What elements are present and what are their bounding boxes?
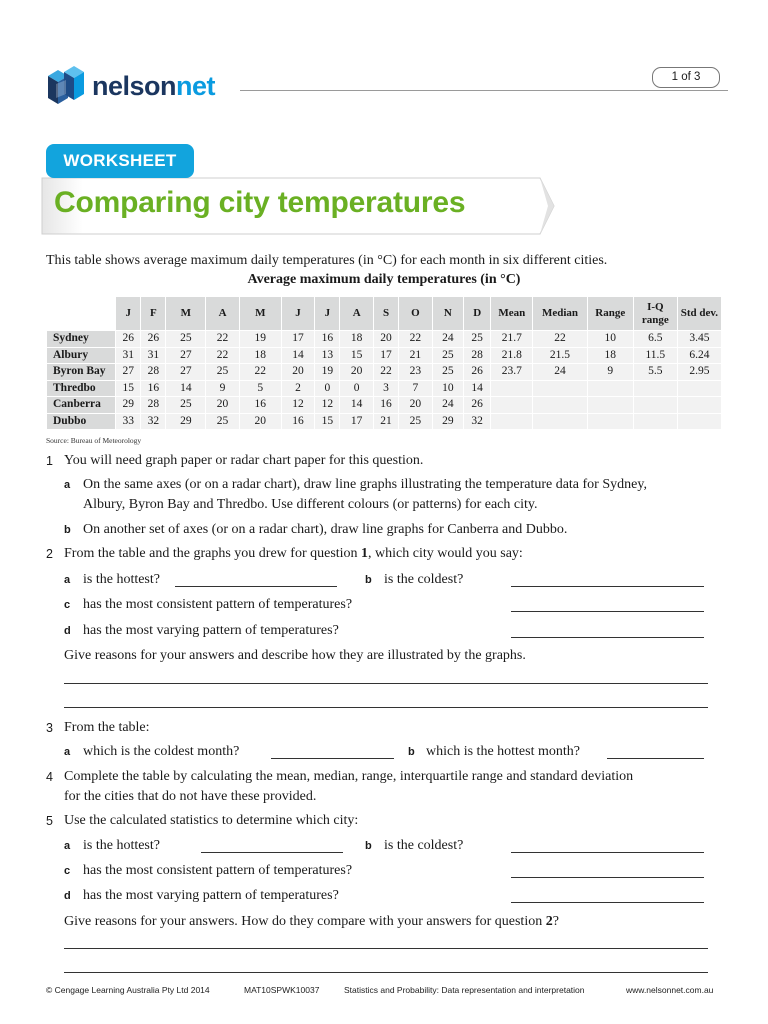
table-value-cell: 26: [464, 397, 491, 414]
table-city-cell: Byron Bay: [47, 364, 116, 381]
table-value-cell[interactable]: [587, 413, 633, 430]
table-header-cell: A: [340, 297, 374, 331]
table-value-cell: 25: [206, 364, 240, 381]
table-value-cell: 29: [432, 413, 463, 430]
table-value-cell: 24: [432, 397, 463, 414]
nelsonnet-logo: [44, 64, 215, 108]
table-header-cell: Mean: [491, 297, 533, 331]
table-value-cell: 0: [340, 380, 374, 397]
question-2d-label: d: [64, 625, 71, 637]
question-5d-text: has the most varying pattern of temperatures?: [83, 888, 339, 903]
question-5-text: Use the calculated statistics to determine which city:: [64, 813, 359, 828]
table-value-cell: 16: [239, 397, 281, 414]
table-value-cell: 20: [399, 397, 433, 414]
table-value-cell[interactable]: [677, 413, 721, 430]
table-header-cell: J: [116, 297, 141, 331]
table-header-cell: Std dev.: [677, 297, 721, 331]
table-value-cell: 19: [315, 364, 340, 381]
table-value-cell: 22: [206, 331, 240, 348]
table-value-cell: 9: [587, 364, 633, 381]
question-5-reasons-before: Give reasons for your answers. How do they compare with your answers for question: [64, 914, 546, 929]
table-value-cell: 31: [116, 347, 141, 364]
question-5-reasons-bold: 2: [545, 914, 553, 929]
table-value-cell: 0: [315, 380, 340, 397]
table-row: [47, 380, 722, 397]
table-value-cell[interactable]: [633, 380, 677, 397]
question-5-reasons-after: ?: [552, 914, 559, 929]
answer-line-2b[interactable]: [511, 586, 704, 587]
table-value-cell: 32: [464, 413, 491, 430]
table-value-cell: 17: [373, 347, 398, 364]
question-5b-label: b: [365, 840, 372, 852]
footer-url[interactable]: www.nelsonnet.com.au: [626, 985, 714, 995]
table-value-cell: 27: [116, 364, 141, 381]
table-value-cell: 29: [166, 413, 206, 430]
table-value-cell[interactable]: [677, 397, 721, 414]
table-value-cell: 18: [340, 331, 374, 348]
question-1b-label: b: [64, 524, 71, 536]
table-value-cell: 16: [373, 397, 398, 414]
answer-line-5-reasons-2[interactable]: [64, 972, 708, 973]
question-2b-label: b: [365, 574, 372, 586]
footer-copyright: © Cengage Learning Australia Pty Ltd 2014: [46, 985, 210, 995]
table-value-cell: 12: [315, 397, 340, 414]
table-header-row: [47, 297, 722, 331]
question-5c-label: c: [64, 865, 71, 877]
table-value-cell: 20: [340, 364, 374, 381]
page-indicator: 1 of 3: [652, 67, 720, 88]
question-5a-text: is the hottest?: [83, 838, 160, 853]
table-value-cell: 18: [239, 347, 281, 364]
table-value-cell: 5.5: [633, 364, 677, 381]
table-header-cell: F: [141, 297, 166, 331]
table-value-cell: 21: [399, 347, 433, 364]
table-row: [47, 364, 722, 381]
question-2c-label: c: [64, 599, 71, 611]
table-caption: Average maximum daily temperatures (in °C): [247, 272, 521, 287]
table-value-cell[interactable]: [633, 397, 677, 414]
table-value-cell: 25: [464, 331, 491, 348]
table-value-cell: 19: [239, 331, 281, 348]
table-row: [47, 397, 722, 414]
table-value-cell: 6.24: [677, 347, 721, 364]
table-value-cell: 17: [340, 413, 374, 430]
table-header-cell: Median: [533, 297, 588, 331]
table-source: Source: Bureau of Meteorology: [46, 436, 142, 445]
table-value-cell: 20: [239, 413, 281, 430]
table-value-cell: 20: [206, 397, 240, 414]
answer-line-2-reasons-2[interactable]: [64, 707, 708, 708]
table-header-cell: J: [281, 297, 315, 331]
table-value-cell: 10: [587, 331, 633, 348]
table-value-cell: 29: [116, 397, 141, 414]
question-5b-text: is the coldest?: [384, 838, 464, 853]
table-value-cell: 22: [373, 364, 398, 381]
question-1a-line2: Albury, Byron Bay and Thredbo. Use different colours (or patterns) for each city.: [83, 497, 538, 512]
table-value-cell: 20: [373, 331, 398, 348]
table-value-cell: 14: [166, 380, 206, 397]
table-value-cell: 22: [399, 331, 433, 348]
logo-text-nelson: nelson: [92, 70, 177, 101]
table-header-cell: O: [399, 297, 433, 331]
table-city-cell: Albury: [47, 347, 116, 364]
question-5-reasons: [64, 913, 559, 931]
question-3-number: 3: [46, 721, 53, 735]
table-value-cell: 28: [464, 347, 491, 364]
table-header-cell: M: [239, 297, 281, 331]
question-1-number: 1: [46, 454, 53, 468]
table-value-cell[interactable]: [677, 380, 721, 397]
answer-line-5a[interactable]: [201, 852, 343, 853]
answer-line-5-reasons-1[interactable]: [64, 948, 708, 949]
table-value-cell: 9: [206, 380, 240, 397]
table-value-cell: 14: [340, 397, 374, 414]
table-value-cell: 16: [141, 380, 166, 397]
table-value-cell: 2: [281, 380, 315, 397]
question-2a-label: a: [64, 574, 71, 586]
table-value-cell: 5: [239, 380, 281, 397]
table-value-cell: 25: [432, 364, 463, 381]
table-row: [47, 347, 722, 364]
table-value-cell[interactable]: [491, 397, 533, 414]
question-3b-label: b: [408, 746, 415, 758]
table-value-cell[interactable]: [533, 380, 588, 397]
table-value-cell: 21.7: [491, 331, 533, 348]
table-value-cell: 14: [281, 347, 315, 364]
question-2c-text: has the most consistent pattern of temperatures?: [83, 597, 353, 612]
question-2-text-before: From the table and the graphs you drew for question: [64, 546, 362, 561]
table-value-cell: 24: [533, 364, 588, 381]
table-value-cell: 25: [166, 397, 206, 414]
question-2-text-after: , which city would you say:: [368, 546, 523, 561]
table-value-cell: 25: [432, 347, 463, 364]
table-value-cell: 6.5: [633, 331, 677, 348]
worksheet-badge: WORKSHEET: [46, 144, 194, 178]
question-2a-text: is the hottest?: [83, 572, 160, 587]
table-value-cell: 22: [239, 364, 281, 381]
table-value-cell: 21: [373, 413, 398, 430]
answer-line-3a[interactable]: [271, 758, 394, 759]
table-value-cell: 2.95: [677, 364, 721, 381]
table-value-cell: 18: [587, 347, 633, 364]
table-value-cell: 16: [315, 331, 340, 348]
temperature-table: [46, 296, 722, 430]
table-value-cell: 25: [399, 413, 433, 430]
question-2d-text: has the most varying pattern of temperatures?: [83, 623, 339, 638]
table-row: [47, 331, 722, 348]
table-value-cell[interactable]: [533, 397, 588, 414]
question-3a-text: which is the coldest month?: [83, 744, 240, 759]
table-corner-cell: [47, 297, 116, 331]
table-row: [47, 413, 722, 430]
logo-text-net: net: [176, 70, 216, 101]
question-2-text-bold: 1: [361, 546, 369, 561]
table-city-cell: Canberra: [47, 397, 116, 414]
table-value-cell: 7: [399, 380, 433, 397]
table-value-cell: 26: [116, 331, 141, 348]
page-title: Comparing city temperatures: [54, 186, 466, 219]
table-value-cell: 15: [340, 347, 374, 364]
table-value-cell: 11.5: [633, 347, 677, 364]
table-header-cell: A: [206, 297, 240, 331]
cube-logo-icon: [44, 64, 90, 108]
table-value-cell: 32: [141, 413, 166, 430]
table-value-cell: 27: [166, 364, 206, 381]
table-value-cell: 26: [464, 364, 491, 381]
table-city-cell: Dubbo: [47, 413, 116, 430]
table-value-cell: 28: [141, 364, 166, 381]
question-5d-label: d: [64, 890, 71, 902]
table-value-cell: 15: [315, 413, 340, 430]
table-header-cell: I-Q range: [633, 297, 677, 331]
table-value-cell: 14: [464, 380, 491, 397]
table-value-cell: 15: [116, 380, 141, 397]
table-value-cell[interactable]: [633, 413, 677, 430]
intro-text: This table shows average maximum daily temperatures (in °C) for each month in six different cities.: [46, 253, 608, 268]
footer-topic: Statistics and Probability: Data representation and interpretation: [344, 985, 585, 995]
table-header-cell: J: [315, 297, 340, 331]
logo-wordmark: [92, 71, 215, 102]
table-value-cell: 22: [533, 331, 588, 348]
table-value-cell: 22: [206, 347, 240, 364]
question-5-number: 5: [46, 814, 53, 828]
question-5c-text: has the most consistent pattern of temperatures?: [83, 863, 353, 878]
table-value-cell: 26: [141, 331, 166, 348]
table-city-cell: Sydney: [47, 331, 116, 348]
answer-line-2d[interactable]: [511, 637, 704, 638]
question-1a-label: a: [64, 479, 71, 491]
table-value-cell: 28: [141, 397, 166, 414]
question-4-line1: Complete the table by calculating the mean, median, range, interquartile range and standard deviation: [64, 769, 634, 784]
answer-line-3b[interactable]: [607, 758, 704, 759]
table-value-cell: 3: [373, 380, 398, 397]
table-value-cell: 23.7: [491, 364, 533, 381]
question-1b-text: On another set of axes (or on a radar chart), draw line graphs for Canberra and Dubbo.: [83, 522, 568, 537]
question-2b-text: is the coldest?: [384, 572, 464, 587]
table-value-cell: 12: [281, 397, 315, 414]
table-city-cell: Thredbo: [47, 380, 116, 397]
table-value-cell: 21.5: [533, 347, 588, 364]
table-value-cell: 23: [399, 364, 433, 381]
table-header-cell: N: [432, 297, 463, 331]
question-2-text: [64, 545, 523, 563]
answer-line-5d[interactable]: [511, 902, 704, 903]
table-header-cell: D: [464, 297, 491, 331]
question-2-number: 2: [46, 547, 53, 561]
question-3a-label: a: [64, 746, 71, 758]
table-value-cell: 31: [141, 347, 166, 364]
answer-line-2a[interactable]: [175, 586, 337, 587]
question-4-number: 4: [46, 770, 53, 784]
question-2-reasons: Give reasons for your answers and describe how they are illustrated by the graphs.: [64, 648, 526, 663]
footer-code: MAT10SPWK10037: [244, 985, 320, 995]
table-value-cell[interactable]: [587, 380, 633, 397]
table-value-cell: 16: [281, 413, 315, 430]
table-value-cell: 3.45: [677, 331, 721, 348]
table-value-cell[interactable]: [491, 413, 533, 430]
question-3b-text: which is the hottest month?: [426, 744, 580, 759]
table-value-cell[interactable]: [533, 413, 588, 430]
question-1-text: You will need graph paper or radar chart paper for this question.: [64, 453, 424, 468]
question-3-text: From the table:: [64, 720, 150, 735]
answer-line-5b[interactable]: [511, 852, 704, 853]
table-header-cell: S: [373, 297, 398, 331]
answer-line-2c[interactable]: [511, 611, 704, 612]
question-5a-label: a: [64, 840, 71, 852]
table-header-cell: Range: [587, 297, 633, 331]
table-value-cell: 20: [281, 364, 315, 381]
table-value-cell: 24: [432, 331, 463, 348]
table-value-cell[interactable]: [587, 397, 633, 414]
question-4-line2: for the cities that do not have these provided.: [64, 789, 317, 804]
table-value-cell: 33: [116, 413, 141, 430]
table-header-cell: M: [166, 297, 206, 331]
header-rule: [240, 90, 728, 91]
table-value-cell: 25: [206, 413, 240, 430]
table-value-cell: 10: [432, 380, 463, 397]
answer-line-5c[interactable]: [511, 877, 704, 878]
table-value-cell: 13: [315, 347, 340, 364]
table-value-cell: 17: [281, 331, 315, 348]
question-1a-line1: On the same axes (or on a radar chart), draw line graphs illustrating the temperature data for Sydney,: [83, 477, 647, 492]
table-value-cell: 21.8: [491, 347, 533, 364]
table-value-cell: 25: [166, 331, 206, 348]
table-value-cell[interactable]: [491, 380, 533, 397]
answer-line-2-reasons-1[interactable]: [64, 683, 708, 684]
table-value-cell: 27: [166, 347, 206, 364]
